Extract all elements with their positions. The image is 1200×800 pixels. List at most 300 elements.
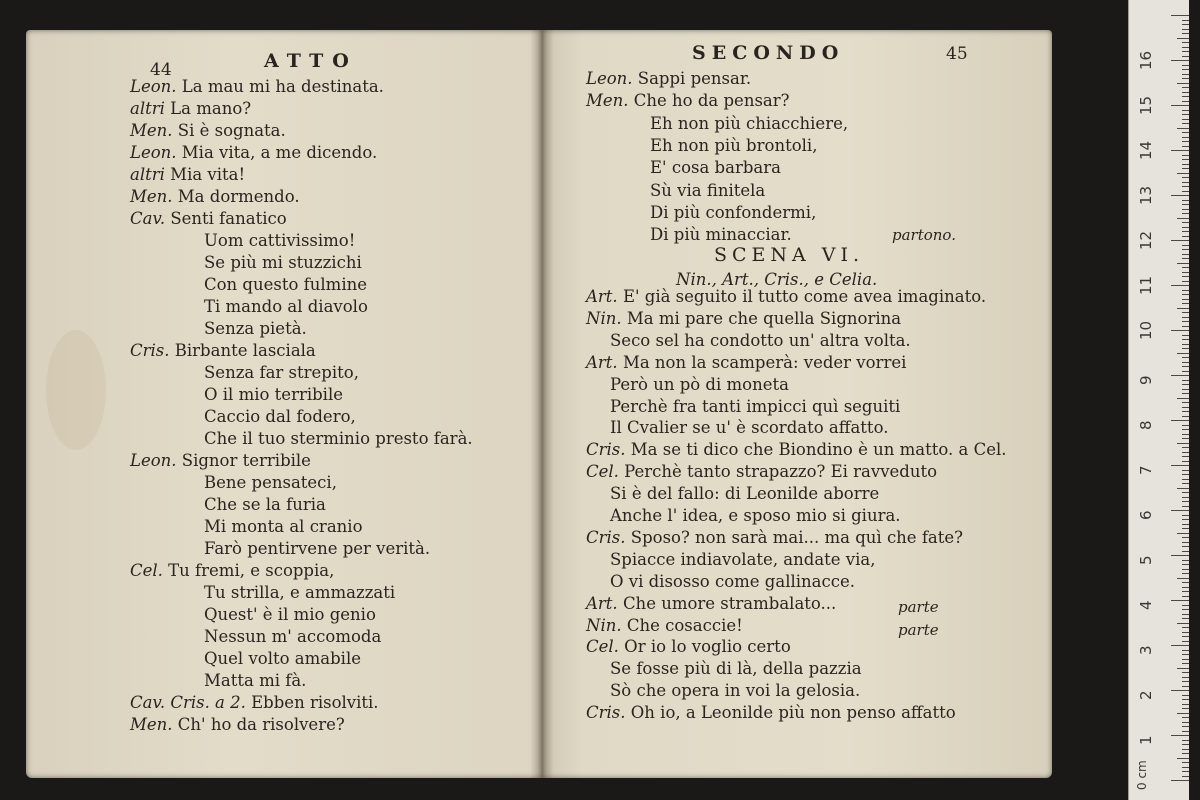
line-text: Di più minacciar. xyxy=(650,225,792,245)
line-text: Signor terribile xyxy=(181,451,311,470)
ruler-tick xyxy=(1182,641,1189,642)
ruler-tick xyxy=(1177,38,1189,39)
ruler-tick xyxy=(1182,524,1189,525)
ruler-tick xyxy=(1182,411,1189,412)
ruler-number: 4 xyxy=(1137,600,1155,610)
ruler-tick xyxy=(1182,636,1189,637)
text-line xyxy=(130,142,377,164)
text-line xyxy=(204,494,326,516)
text-line xyxy=(586,68,751,90)
ruler-tick xyxy=(1182,389,1189,390)
speaker-name: altri xyxy=(130,165,165,184)
line-text: Eh non più brontoli, xyxy=(650,135,818,155)
ruler-tick xyxy=(1182,438,1189,439)
ruler-tick xyxy=(1182,164,1189,165)
ruler-tick xyxy=(1182,704,1189,705)
ruler-tick xyxy=(1177,83,1189,84)
ruler-tick xyxy=(1182,483,1189,484)
ruler-tick xyxy=(1182,650,1189,651)
text-line xyxy=(130,186,300,208)
ruler-tick xyxy=(1171,735,1189,736)
speaker-name: Men. xyxy=(130,715,173,734)
ruler-number: 5 xyxy=(1137,555,1155,565)
ruler-tick xyxy=(1171,240,1189,241)
ruler-tick xyxy=(1182,686,1189,687)
ruler-tick xyxy=(1182,605,1189,606)
ruler-number: 6 xyxy=(1137,510,1155,520)
text-line xyxy=(650,202,816,224)
text-line xyxy=(204,296,368,318)
text-line xyxy=(586,286,986,308)
speaker-name: Art. xyxy=(586,593,618,613)
ruler-tick xyxy=(1177,263,1189,264)
ruler-tick xyxy=(1182,56,1189,57)
ruler-tick xyxy=(1182,776,1189,777)
ruler-unit: 0 cm xyxy=(1135,760,1149,790)
text-line xyxy=(586,439,1007,461)
line-text: Che cosaccie! xyxy=(626,615,743,635)
ruler-number: 2 xyxy=(1137,690,1155,700)
speaker-name: Cel. xyxy=(586,637,619,657)
ruler-tick xyxy=(1182,731,1189,732)
ruler-tick xyxy=(1182,276,1189,277)
ruler-tick xyxy=(1182,434,1189,435)
ruler-tick xyxy=(1182,74,1189,75)
ruler-tick xyxy=(1182,767,1189,768)
ruler-tick xyxy=(1182,695,1189,696)
line-text: O il mio terribile xyxy=(204,385,344,404)
ruler-tick xyxy=(1182,209,1189,210)
ruler-tick xyxy=(1182,321,1189,322)
line-text: Che il tuo sterminio presto farà. xyxy=(204,429,473,448)
ruler-tick xyxy=(1171,600,1189,601)
line-text: O vi disosso come gallinacce. xyxy=(610,571,855,591)
page-number: 44 xyxy=(150,60,172,80)
text-line xyxy=(610,483,879,505)
line-text: Nessun m' accomoda xyxy=(204,627,382,646)
stage-direction: parte xyxy=(898,598,939,616)
text-line xyxy=(650,224,792,246)
text-line xyxy=(204,406,356,428)
ruler-tick xyxy=(1182,51,1189,52)
text-line xyxy=(130,560,334,582)
ruler-tick xyxy=(1182,101,1189,102)
speaker-name: Leon. xyxy=(586,69,633,88)
ruler-tick xyxy=(1182,506,1189,507)
ruler-tick xyxy=(1182,155,1189,156)
ruler-tick xyxy=(1182,29,1189,30)
line-text: Oh io, a Leonilde più non penso affatto xyxy=(630,703,956,723)
line-text: Ebben risolviti. xyxy=(251,693,379,712)
line-text: Quel volto amabile xyxy=(204,649,361,668)
ruler-tick xyxy=(1182,609,1189,610)
ruler-tick xyxy=(1171,105,1189,106)
ruler-tick xyxy=(1182,254,1189,255)
text-line xyxy=(610,680,860,702)
speaker-name: Leon. xyxy=(130,451,177,470)
ruler-tick xyxy=(1171,285,1189,286)
line-text: Caccio dal fodero, xyxy=(204,407,356,426)
line-text: Che se la furia xyxy=(204,495,326,514)
ruler-tick xyxy=(1182,272,1189,273)
ruler-tick xyxy=(1182,65,1189,66)
ruler-tick xyxy=(1182,771,1189,772)
ruler-tick xyxy=(1177,578,1189,579)
ruler-tick xyxy=(1182,141,1189,142)
ruler-tick xyxy=(1182,245,1189,246)
ruler-number: 3 xyxy=(1137,645,1155,655)
line-text: Sappi pensar. xyxy=(637,69,752,88)
speaker-name: Leon. xyxy=(130,143,177,162)
ruler-tick xyxy=(1182,137,1189,138)
text-line xyxy=(610,658,862,680)
ruler-tick xyxy=(1182,24,1189,25)
text-line xyxy=(650,113,848,135)
ruler-number: 8 xyxy=(1137,420,1155,430)
ruler-tick xyxy=(1182,132,1189,133)
ruler-tick xyxy=(1182,384,1189,385)
ruler-tick xyxy=(1182,258,1189,259)
ruler-tick xyxy=(1171,645,1189,646)
speaker-name: Leon. xyxy=(130,77,177,96)
line-text: Che umore strambalato... xyxy=(622,593,837,613)
text-line xyxy=(204,362,359,384)
ruler-tick xyxy=(1182,492,1189,493)
line-text: Se fosse più di là, della pazzia xyxy=(610,659,862,679)
ruler-tick xyxy=(1177,353,1189,354)
text-line xyxy=(610,505,901,527)
book-gutter xyxy=(530,30,554,778)
ruler-tick xyxy=(1182,191,1189,192)
ruler-tick xyxy=(1182,659,1189,660)
line-text: Il Cvalier se u' è scordato affatto. xyxy=(610,418,889,438)
line-text: Mia vita! xyxy=(170,165,246,184)
text-line xyxy=(204,252,362,274)
text-line xyxy=(130,120,286,142)
line-text: Seco sel ha condotto un' altra volta. xyxy=(610,330,911,350)
text-line xyxy=(130,340,316,362)
ruler-tick xyxy=(1182,267,1189,268)
ruler-tick xyxy=(1182,722,1189,723)
ruler-tick xyxy=(1182,632,1189,633)
text-line xyxy=(586,352,906,374)
speaker-name: Art. xyxy=(586,352,618,372)
ruler-tick xyxy=(1182,371,1189,372)
ruler-tick xyxy=(1182,470,1189,471)
text-line xyxy=(204,472,337,494)
line-text: Anche l' idea, e sposo mio si giura. xyxy=(610,506,901,525)
ruler-tick xyxy=(1177,623,1189,624)
right-page xyxy=(542,30,1052,778)
ruler-tick xyxy=(1182,618,1189,619)
line-text: Or io lo voglio certo xyxy=(624,637,791,657)
line-text: Di più confondermi, xyxy=(650,202,817,222)
ruler-number: 10 xyxy=(1137,320,1155,340)
line-text: Senza pietà. xyxy=(204,319,307,338)
ruler-tick xyxy=(1182,528,1189,529)
text-line xyxy=(204,428,473,450)
ruler-tick xyxy=(1182,537,1189,538)
stage-direction: parte xyxy=(898,621,939,639)
ruler-tick xyxy=(1182,33,1189,34)
text-line xyxy=(130,208,287,230)
ruler-tick xyxy=(1171,195,1189,196)
ruler-tick xyxy=(1182,569,1189,570)
line-text: Che ho da pensar? xyxy=(633,91,790,111)
line-text: Sù via finitela xyxy=(650,180,766,200)
ruler-tick xyxy=(1182,582,1189,583)
text-line xyxy=(586,615,743,637)
ruler-tick xyxy=(1182,402,1189,403)
text-line xyxy=(586,308,901,330)
text-line xyxy=(610,571,855,593)
speaker-name: Cav. Cris. a 2. xyxy=(130,693,246,712)
ruler-tick xyxy=(1182,546,1189,547)
ruler-tick xyxy=(1182,200,1189,201)
ruler-tick xyxy=(1182,501,1189,502)
speaker-name: Cel. xyxy=(130,561,163,580)
line-text: Quest' è il mio genio xyxy=(204,605,376,624)
line-text: Matta mi fà. xyxy=(204,671,307,690)
text-line xyxy=(204,274,367,296)
ruler-tick xyxy=(1182,380,1189,381)
ruler-tick xyxy=(1177,128,1189,129)
ruler-tick xyxy=(1171,780,1189,781)
ruler-tick xyxy=(1182,114,1189,115)
ruler-tick xyxy=(1182,573,1189,574)
ruler-tick xyxy=(1182,393,1189,394)
line-text: Spiacce indiavolate, andate via, xyxy=(610,549,876,569)
line-text: Senti fanatico xyxy=(170,209,287,228)
ruler-tick xyxy=(1182,749,1189,750)
ruler-tick xyxy=(1182,119,1189,120)
ruler-tick xyxy=(1182,294,1189,295)
text-line xyxy=(204,318,307,340)
ruler-tick xyxy=(1182,429,1189,430)
page-stain xyxy=(46,330,106,450)
line-text: Ma se ti dico che Biondino è un matto. a Cel. xyxy=(630,440,1007,460)
line-text: Se più mi stuzzichi xyxy=(204,253,362,272)
ruler-tick xyxy=(1182,47,1189,48)
page-number: 45 xyxy=(946,44,968,64)
ruler-tick xyxy=(1182,344,1189,345)
ruler-tick xyxy=(1182,335,1189,336)
line-text: Bene pensateci, xyxy=(204,473,337,492)
ruler-tick xyxy=(1177,533,1189,534)
ruler-tick xyxy=(1182,596,1189,597)
ruler-tick xyxy=(1177,443,1189,444)
ruler-tick xyxy=(1182,92,1189,93)
line-text: Perchè fra tanti impicci quì seguiti xyxy=(610,396,901,416)
line-text: Ti mando al diavolo xyxy=(204,297,368,316)
ruler-tick xyxy=(1182,204,1189,205)
ruler-tick xyxy=(1177,668,1189,669)
ruler-tick xyxy=(1182,20,1189,21)
ruler-tick xyxy=(1182,177,1189,178)
ruler-tick xyxy=(1182,515,1189,516)
ruler-tick xyxy=(1182,708,1189,709)
open-book xyxy=(22,30,1052,780)
text-line xyxy=(650,135,817,157)
ruler-tick xyxy=(1182,249,1189,250)
ruler-number: 15 xyxy=(1137,95,1155,115)
ruler-tick xyxy=(1182,479,1189,480)
ruler-tick xyxy=(1182,614,1189,615)
ruler-tick xyxy=(1182,519,1189,520)
ruler-tick xyxy=(1182,110,1189,111)
line-text: Sò che opera in voi la gelosia. xyxy=(610,681,861,701)
ruler-tick xyxy=(1182,357,1189,358)
text-line xyxy=(610,374,789,396)
ruler-tick xyxy=(1182,312,1189,313)
ruler-tick xyxy=(1182,182,1189,183)
line-text: Mia vita, a me dicendo. xyxy=(181,143,378,162)
text-line xyxy=(204,538,430,560)
line-text: E' cosa barbara xyxy=(650,158,781,178)
ruler-tick xyxy=(1182,542,1189,543)
ruler-tick xyxy=(1182,699,1189,700)
text-line xyxy=(130,450,311,472)
text-line xyxy=(204,604,376,626)
scene-title: SCENA VI. xyxy=(714,244,865,266)
text-line xyxy=(204,648,361,670)
ruler-tick xyxy=(1182,168,1189,169)
line-text: Ma dormendo. xyxy=(177,187,300,206)
ruler-tick xyxy=(1177,713,1189,714)
line-text: Però un pò di moneta xyxy=(610,374,789,394)
ruler-tick xyxy=(1171,420,1189,421)
ruler-tick xyxy=(1182,474,1189,475)
ruler-number: 1 xyxy=(1137,735,1155,745)
speaker-name: Cris. xyxy=(586,527,626,547)
ruler-tick xyxy=(1177,398,1189,399)
ruler-tick xyxy=(1171,375,1189,376)
ruler-tick xyxy=(1182,654,1189,655)
line-text: Tu strilla, e ammazzati xyxy=(204,583,396,602)
speaker-name: Men. xyxy=(130,187,173,206)
ruler-tick xyxy=(1182,416,1189,417)
ruler-tick xyxy=(1182,551,1189,552)
text-line xyxy=(204,582,395,604)
line-text: Si è del fallo: di Leonilde aborre xyxy=(610,484,880,504)
line-text: Uom cattivissimo! xyxy=(204,231,356,250)
ruler-tick xyxy=(1182,456,1189,457)
line-text: Con questo fulmine xyxy=(204,275,367,294)
running-head: SECONDO xyxy=(692,42,845,64)
measuring-ruler xyxy=(1128,0,1189,800)
text-line xyxy=(130,164,245,186)
ruler-tick xyxy=(1182,447,1189,448)
text-line xyxy=(586,636,791,658)
line-text: Ma non la scamperà: veder vorrei xyxy=(622,352,907,372)
ruler-tick xyxy=(1171,330,1189,331)
ruler-tick xyxy=(1182,362,1189,363)
ruler-tick xyxy=(1182,146,1189,147)
text-line xyxy=(204,670,306,692)
text-line xyxy=(610,330,911,352)
text-line xyxy=(586,527,963,549)
ruler-number: 16 xyxy=(1137,50,1155,70)
speaker-name: Nin. xyxy=(586,615,622,635)
running-head: ATTO xyxy=(264,50,358,72)
ruler-tick xyxy=(1182,231,1189,232)
text-line xyxy=(610,549,876,571)
text-line xyxy=(586,90,789,112)
speaker-name: altri xyxy=(130,99,165,118)
ruler-tick xyxy=(1177,758,1189,759)
ruler-tick xyxy=(1182,87,1189,88)
ruler-tick xyxy=(1182,227,1189,228)
text-line xyxy=(204,516,363,538)
speaker-name: Cris. xyxy=(586,440,626,460)
text-line xyxy=(586,461,937,483)
ruler-tick xyxy=(1171,465,1189,466)
ruler-tick xyxy=(1182,236,1189,237)
text-line xyxy=(586,702,956,724)
ruler-tick xyxy=(1182,407,1189,408)
line-text: La mano? xyxy=(170,99,252,118)
ruler-tick xyxy=(1182,159,1189,160)
ruler-tick xyxy=(1171,60,1189,61)
speaker-name: Cris. xyxy=(586,703,626,723)
ruler-tick xyxy=(1182,326,1189,327)
ruler-tick xyxy=(1182,303,1189,304)
ruler-tick xyxy=(1182,627,1189,628)
ruler-tick xyxy=(1171,150,1189,151)
scene-persons: Nin., Art., Cris., e Celia. xyxy=(676,270,878,289)
ruler-tick xyxy=(1182,290,1189,291)
line-text: Ch' ho da risolvere? xyxy=(177,715,345,734)
ruler-tick xyxy=(1182,96,1189,97)
ruler-tick xyxy=(1182,497,1189,498)
ruler-tick xyxy=(1182,461,1189,462)
ruler-tick xyxy=(1182,123,1189,124)
ruler-tick xyxy=(1171,690,1189,691)
text-line xyxy=(586,593,836,615)
ruler-tick xyxy=(1177,173,1189,174)
ruler-tick xyxy=(1182,452,1189,453)
ruler-tick xyxy=(1171,15,1189,16)
text-line xyxy=(204,626,381,648)
ruler-tick xyxy=(1182,186,1189,187)
line-text: Tu fremi, e scoppia, xyxy=(168,561,335,580)
ruler-tick xyxy=(1182,681,1189,682)
stage-direction: partono. xyxy=(892,226,956,244)
text-line xyxy=(610,396,900,418)
speaker-name: Nin. xyxy=(586,308,622,328)
ruler-number: 7 xyxy=(1137,465,1155,475)
line-text: Si è sognata. xyxy=(177,121,286,140)
text-line xyxy=(130,76,384,98)
ruler-tick xyxy=(1182,222,1189,223)
ruler-tick xyxy=(1182,348,1189,349)
ruler-tick xyxy=(1182,42,1189,43)
text-line xyxy=(650,180,765,202)
ruler-number: 12 xyxy=(1137,230,1155,250)
ruler-number: 13 xyxy=(1137,185,1155,205)
ruler-tick xyxy=(1182,299,1189,300)
ruler-tick xyxy=(1182,425,1189,426)
ruler-tick xyxy=(1182,717,1189,718)
ruler-tick xyxy=(1182,663,1189,664)
ruler-tick xyxy=(1182,587,1189,588)
speaker-name: Cris. xyxy=(130,341,170,360)
line-text: Sposo? non sarà mai... ma quì che fate? xyxy=(630,527,964,547)
ruler-tick xyxy=(1182,672,1189,673)
ruler-tick xyxy=(1182,213,1189,214)
speaker-name: Men. xyxy=(586,91,629,111)
line-text: Ma mi pare che quella Signorina xyxy=(626,308,902,328)
